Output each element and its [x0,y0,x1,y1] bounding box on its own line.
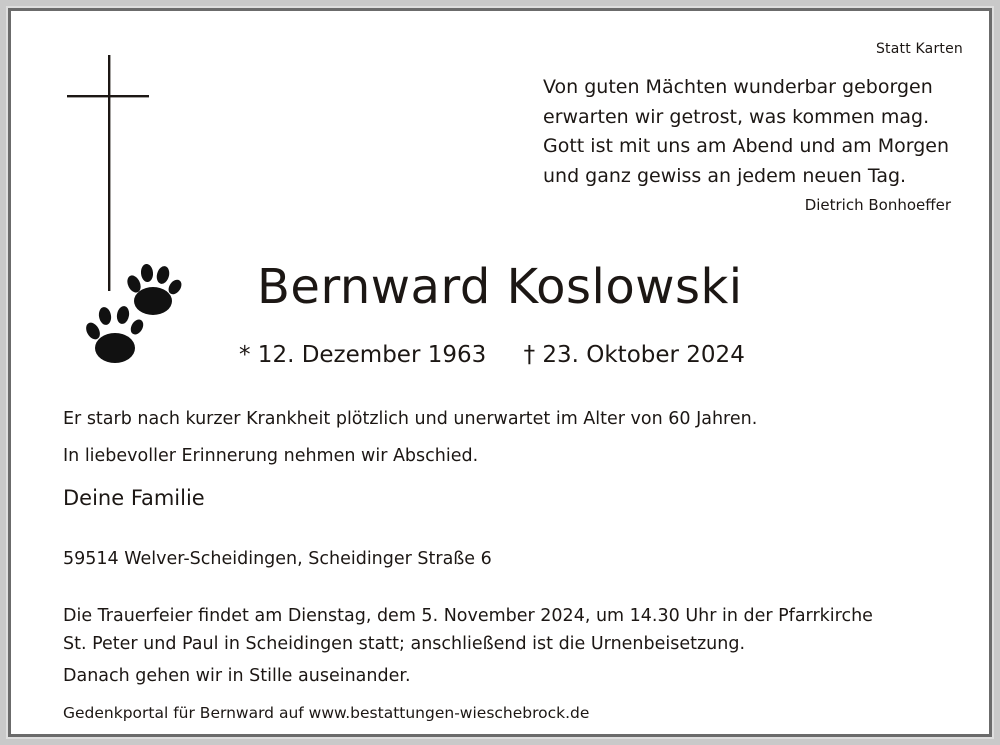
family-signature: Deine Familie [63,486,205,510]
statt-karten-label: Statt Karten [875,41,963,57]
poem-line: erwarten wir getrost, was kommen mag. [543,105,930,128]
deceased-name: Bernward Koslowski [257,259,743,315]
service-line: Die Trauerfeier findet am Dienstag, dem 5. November 2024, um 14.30 Uhr in der Pfarrkirche [63,606,873,626]
service-line: St. Peter und Paul in Scheidingen statt; anschließend ist die Urnenbeisetzung. [63,634,746,654]
poem-line: und ganz gewiss an jedem neuen Tag. [543,164,907,187]
paw-prints-icon [81,251,199,369]
closing-text: Danach gehen wir in Stille auseinander. [63,666,411,686]
memorial-portal-link[interactable]: Gedenkportal für Bernward auf www.bestattungen-wieschebrock.de [63,704,590,722]
poem-line: Gott ist mit uns am Abend und am Morgen [543,135,949,157]
birth-date: * 12. Dezember 1963 [239,342,487,368]
address: 59514 Welver-Scheidingen, Scheidinger Straße 6 [63,549,492,569]
poem-author: Dietrich Bonhoeffer [804,196,951,214]
farewell-text: In liebevoller Erinnerung nehmen wir Abschied. [63,446,479,466]
poem-line: Von guten Mächten wunderbar geborgen [543,76,933,98]
poem [543,73,949,191]
death-date: † 23. Oktober 2024 [523,342,745,368]
death-notice-text: Er starb nach kurzer Krankheit plötzlich und unerwartet im Alter von 60 Jahren. [63,409,758,429]
funeral-service-info [63,602,873,658]
life-dates [239,342,745,368]
obituary-card [8,8,992,737]
